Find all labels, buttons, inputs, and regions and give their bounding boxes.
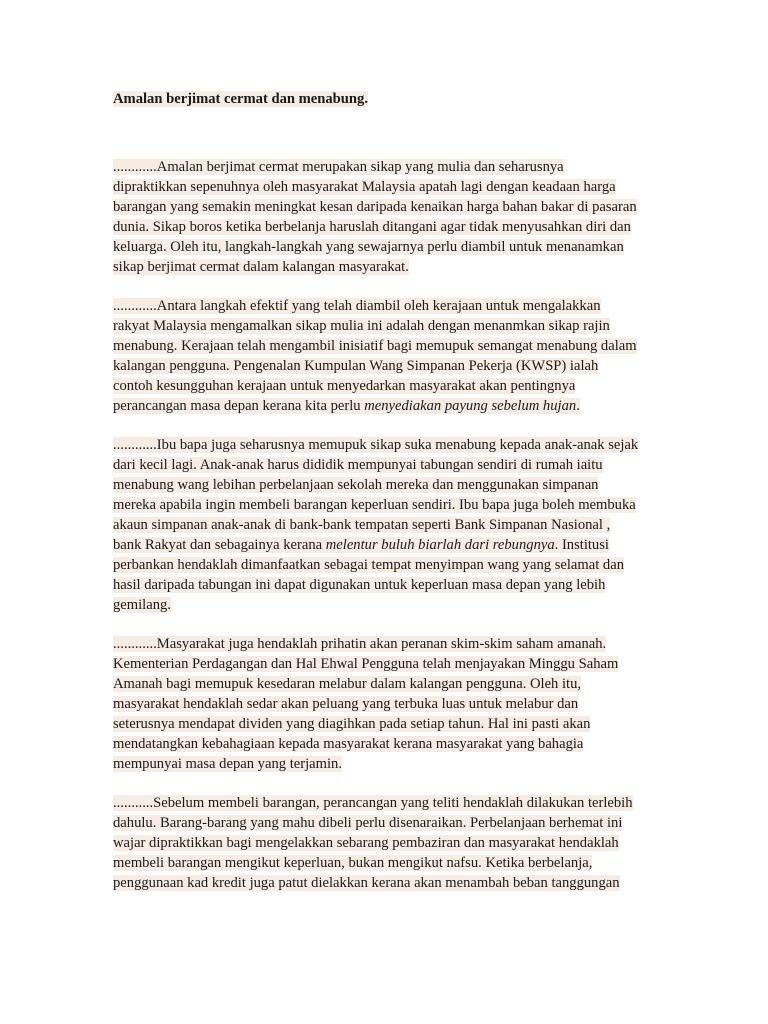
paragraph-line: seterusnya mendapat dividen yang diagihkan pada setiap tahun. Hal ini pasti akan <box>113 716 591 732</box>
paragraph-line: keluarga. Oleh itu, langkah-langkah yang sewajarnya perlu diambil untuk menanamkan <box>113 239 624 255</box>
paragraph-line: ...........Sebelum membeli barangan, perancangan yang teliti hendaklah dilakukan terlebih <box>113 795 633 811</box>
paragraph-line: contoh kesungguhan kerajaan untuk menyedarkan masyarakat akan pentingnya <box>113 378 576 394</box>
line-text: bank Rakyat dan sebagainya kerana <box>113 537 326 553</box>
paragraph-line: hasil daripada tabungan ini dapat digunakan untuk keperluan masa depan yang lebih <box>113 577 606 593</box>
document-page <box>113 89 658 912</box>
paragraph-line <box>113 396 658 416</box>
paragraph-line: Amanah bagi memupuk kesedaran melabur dalam kalangan pengguna. Oleh itu, <box>113 676 582 692</box>
paragraph-line: dahulu. Barang-barang yang mahu dibeli perlu disenaraikan. Perbelanjaan berhemat ini <box>113 815 623 831</box>
paragraph-line: mendatangkan kebahagiaan kepada masyarakat kerana masyarakat yang bahagia <box>113 736 584 752</box>
paragraph-2 <box>113 296 658 416</box>
paragraph-4 <box>113 634 658 774</box>
paragraph-line: akaun simpanan anak-anak di bank-bank tempatan seperti Bank Simpanan Nasional , <box>113 517 611 533</box>
paragraph-line: membeli barangan mengikut keperluan, bukan mengikut nafsu. Ketika berbelanja, <box>113 855 593 871</box>
paragraph-1 <box>113 157 658 277</box>
paragraph-line: penggunaan kad kredit juga patut dielakkan kerana akan menambah beban tanggungan <box>113 875 620 891</box>
paragraph-line: ............Ibu bapa juga seharusnya memupuk sikap suka menabung kepada anak-anak sejak <box>113 437 639 453</box>
paragraph-line <box>113 535 658 555</box>
line-text: . Institusi <box>554 537 609 553</box>
paragraph-line: sikap berjimat cermat dalam kalangan masyarakat. <box>113 259 409 275</box>
proverb-text: menyediakan payung sebelum hujan <box>364 398 577 414</box>
line-text: perancangan masa depan kerana kita perlu <box>113 398 365 414</box>
proverb-text: melentur buluh biarlah dari rebungnya <box>325 537 555 553</box>
paragraph-3 <box>113 435 658 615</box>
paragraph-line: ............Amalan berjimat cermat merupakan sikap yang mulia dan seharusnya <box>113 159 564 175</box>
paragraph-line: Kementerian Perdagangan dan Hal Ehwal Pengguna telah menjayakan Minggu Saham <box>113 656 619 672</box>
paragraph-line: ............Antara langkah efektif yang telah diambil oleh kerajaan untuk mengalakkan <box>113 298 601 314</box>
paragraph-line: menabung. Kerajaan telah mengambil inisiatif bagi memupuk semangat menabung dalam <box>113 338 637 354</box>
paragraph-line: ............Masyarakat juga hendaklah prihatin akan peranan skim-skim saham amanah. <box>113 636 607 652</box>
paragraph-line: perbankan hendaklah dimanfaatkan sebagai tempat menyimpan wang yang selamat dan <box>113 557 624 573</box>
paragraph-line: wajar dipraktikkan bagi mengelakkan sebarang pembaziran dan masyarakat hendaklah <box>113 835 619 851</box>
paragraph-line: dipraktikkan sepenuhnya oleh masyarakat Malaysia apatah lagi dengan keadaan harga <box>113 179 616 195</box>
paragraph-5 <box>113 793 658 893</box>
paragraph-line: mempunyai masa depan yang terjamin. <box>113 756 342 772</box>
paragraph-line: dunia. Sikap boros ketika berbelanja haruslah ditangani agar tidak menyusahkan diri dan <box>113 219 631 235</box>
document-title <box>113 89 658 109</box>
paragraph-line: menabung wang lebihan perbelanjaan sekolah mereka dan menggunakan simpanan <box>113 477 599 493</box>
paragraph-line: rakyat Malaysia mengamalkan sikap mulia ini adalah dengan menanmkan sikap rajin <box>113 318 610 334</box>
paragraph-line: kalangan pengguna. Pengenalan Kumpulan Wang Simpanan Pekerja (KWSP) ialah <box>113 358 599 374</box>
line-text: . <box>576 398 580 414</box>
paragraph-line: dari kecil lagi. Anak-anak harus dididik mempunyai tabungan sendiri di rumah iaitu <box>113 457 603 473</box>
document-title-text: Amalan berjimat cermat dan menabung. <box>113 91 368 107</box>
paragraph-line: barangan yang semakin meningkat kesan daripada kenaikan harga bahan bakar di pasaran <box>113 199 637 215</box>
paragraph-line: gemilang. <box>113 597 171 613</box>
paragraph-line: mereka apabila ingin membeli barangan keperluan sendiri. Ibu bapa juga boleh membuka <box>113 497 636 513</box>
paragraph-line: masyarakat hendaklah sedar akan peluang yang terbuka luas untuk melabur dan <box>113 696 579 712</box>
